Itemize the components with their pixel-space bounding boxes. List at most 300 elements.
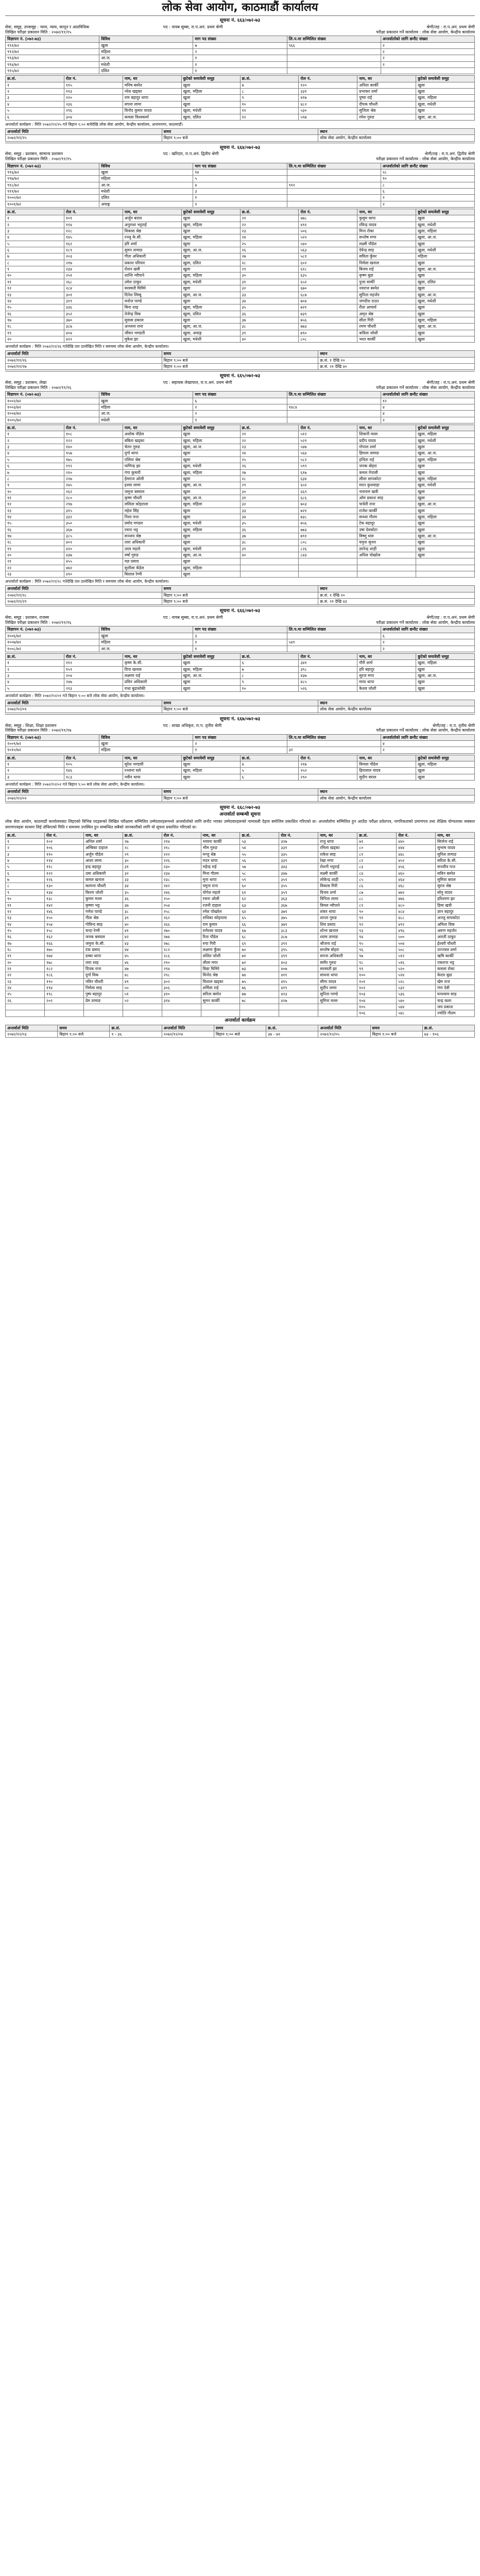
level-info: श्रेणी/तह : रा.प.अनं. प्रथम श्रेणी	[426, 380, 475, 385]
table-cell: खुला	[181, 82, 240, 88]
table-cell	[287, 411, 381, 417]
table-cell: अम्बिका दाहाल	[83, 845, 123, 851]
table-cell: खुला, महिला	[181, 273, 240, 279]
table-cell: १	[193, 646, 287, 652]
table-cell: रीता आचार्य	[357, 304, 416, 311]
table-row	[6, 95, 475, 101]
table-cell: गीता श्रेष्ठ	[83, 915, 123, 921]
table-cell: सरस्वती घिमिरे	[123, 285, 181, 292]
column-header: नाम, थर	[123, 653, 181, 659]
table-cell: १८२	[44, 965, 83, 972]
table-cell: ५९७	[299, 114, 357, 120]
column-header: नाम, थर	[123, 76, 181, 82]
table-cell: जनक बोहरा	[357, 463, 416, 469]
table-cell: १२	[381, 398, 474, 404]
table-cell: बिहान ९:०० बजे	[162, 599, 318, 605]
table-cell: ११८	[44, 864, 83, 870]
table-cell: २	[6, 89, 64, 95]
table-cell: २७४	[162, 934, 201, 940]
table-cell: १०२	[44, 839, 83, 845]
table-cell: शिवानी मल्ल	[357, 431, 416, 437]
table-cell: ३७	[123, 902, 162, 908]
table-cell: ५२	[123, 997, 162, 1004]
table-cell: ६३	[240, 902, 279, 908]
table-cell: १	[193, 68, 287, 74]
table-row	[6, 292, 475, 298]
table-cell: २०३	[64, 253, 123, 260]
table-cell: ७५६	[299, 317, 357, 323]
column-header: छुटेको समावेशी समूह	[416, 755, 475, 761]
interview-note: अन्तर्वार्ता कार्यक्रम : मिति २०७२/११/२५ गते बिहान ९:०० बजेदेखि लोक सेवा आयोग, केन्द्रीय कार्यालय, अनामनगर, काठमाडौं।	[5, 122, 183, 127]
table-row	[6, 978, 475, 985]
table-cell: ७	[240, 666, 299, 672]
table-row	[6, 599, 475, 605]
table-cell: १९८	[44, 991, 83, 997]
table-cell: ६६	[240, 921, 279, 927]
table-cell: ३६३	[279, 896, 318, 902]
table-cell: ८२	[357, 858, 397, 864]
table-cell: १	[193, 61, 287, 67]
table-cell: ९२	[357, 921, 397, 927]
table-row	[6, 514, 475, 520]
table-cell: १९	[6, 330, 64, 336]
table-cell: ३७	[240, 317, 299, 323]
table-cell: सरिता बस्नेत	[201, 991, 240, 997]
candidate-table	[5, 755, 475, 781]
table-cell: १३०	[44, 883, 83, 889]
table-cell: सपना लामा	[123, 101, 181, 107]
table-cell: ८१	[357, 851, 397, 857]
table-cell: ४८४	[397, 908, 436, 914]
table-cell: प्रेम तामाङ	[83, 997, 123, 1004]
table-cell: ७१	[240, 953, 279, 959]
table-cell: ७३८	[299, 514, 357, 520]
table-cell: खुला, आ.ज.	[181, 495, 240, 501]
table-cell: रजनी दाहाल	[201, 902, 240, 908]
table-cell: मदन थापा	[201, 858, 240, 864]
exam-date: लिखित परीक्षा प्रकाशन मिति : २०७२/११/१६	[5, 620, 72, 625]
table-cell: २८०	[64, 495, 123, 501]
table-cell: रामेश्वर यादव	[201, 927, 240, 934]
table-cell: ८४३	[299, 552, 357, 558]
table-cell: २५	[240, 241, 299, 247]
table-cell: ललिता कोइराला	[123, 501, 181, 507]
table-cell: २२	[6, 565, 64, 571]
table-cell: ९९६/७२	[6, 169, 99, 175]
table-cell: खुला, महिला	[416, 95, 475, 101]
table-row	[6, 195, 475, 201]
table-cell: उमा अधिकारी	[83, 870, 123, 876]
table-cell: १००५/७२	[6, 417, 99, 423]
table-cell: ३०	[240, 488, 299, 495]
table-cell: रमेश गुरुङ	[357, 114, 416, 120]
table-cell: गंगा देवी	[435, 985, 474, 991]
table-cell: ३५९	[279, 889, 318, 895]
service-info: सेवा, समूह : शिक्षा, शिक्षा प्रशासन	[5, 723, 57, 728]
table-cell: बिहान ९:०० बजे	[58, 1031, 110, 1037]
table-row	[6, 417, 475, 423]
table-cell: २३४	[64, 266, 123, 273]
table-cell: बिना शाह	[123, 304, 181, 311]
table-cell: २	[6, 437, 64, 444]
table-cell	[6, 1010, 45, 1016]
table-cell: १९०	[44, 978, 83, 985]
table-cell: खुला	[181, 95, 240, 101]
table-cell: ५०६	[299, 228, 357, 234]
table-cell: ३६	[240, 311, 299, 317]
table-cell: ६१	[240, 889, 279, 895]
table-cell: प्रदीप यादव	[357, 437, 416, 444]
table-cell: ५४७	[299, 444, 357, 450]
table-row	[6, 639, 475, 646]
table-row	[6, 921, 475, 927]
table-row	[6, 646, 475, 652]
table-cell: खुला	[181, 685, 240, 691]
table-cell: ज्योति गौतम	[435, 1010, 474, 1016]
table-cell: ९०	[357, 908, 397, 914]
table-cell: ९९१/७२	[6, 42, 99, 48]
column-header: नाम, थर	[357, 209, 416, 215]
table-cell: ३३६	[64, 304, 123, 311]
table-row	[6, 404, 475, 411]
table-cell: २६२	[64, 488, 123, 495]
table-cell: ५४१	[287, 639, 381, 646]
column-header: अन्तर्वार्ताको लागि छनौट संख्या	[381, 626, 474, 633]
table-cell	[123, 1010, 162, 1016]
table-cell: खुला, आ.ज.	[416, 533, 475, 539]
column-header: क्र.सं.	[422, 1025, 474, 1031]
table-cell: रोशनी भट्टराई	[318, 864, 357, 870]
table-cell: नारायण खत्री	[357, 488, 416, 495]
table-cell: विमल न्यौपाने	[318, 902, 357, 908]
table-cell	[299, 571, 357, 578]
table-cell: खुला, महिला	[181, 222, 240, 228]
table-cell: १२२	[64, 437, 123, 444]
table-cell: दलित	[99, 68, 193, 74]
table-row	[6, 266, 475, 273]
table-cell: खुला, महिला	[181, 768, 240, 774]
table-row	[6, 49, 475, 55]
table-cell: तारा अधिकारी	[123, 539, 181, 546]
notice-number: सूचना नं. ६६६/०७२-७३	[219, 608, 261, 614]
table-cell: ३५०	[64, 520, 123, 527]
table-cell: ५२२	[299, 234, 357, 241]
table-cell: श्याम तामाङ	[318, 934, 357, 940]
table-row	[6, 679, 475, 685]
table-cell	[287, 633, 381, 639]
table-cell: ९६	[357, 946, 397, 953]
table-cell: खुला	[99, 633, 193, 639]
table-cell: १००४/७२	[6, 411, 99, 417]
schedule-title: अन्तर्वार्ता कार्यक्रम	[225, 1018, 255, 1023]
table-cell: २६	[240, 247, 299, 253]
table-cell: ७७	[240, 991, 279, 997]
table-cell: खुला	[181, 285, 240, 292]
column-header: क्र.सं.	[110, 1025, 162, 1031]
table-cell: १४६	[44, 908, 83, 914]
column-header: क्र.सं.	[266, 1025, 318, 1031]
table-cell: ४८८	[397, 915, 436, 921]
table-cell: १४	[6, 921, 45, 927]
post-info: पद : नायब सुब्बा, रा.प.अनं. प्रथम श्रेणी	[163, 25, 223, 30]
table-cell	[416, 558, 475, 565]
table-cell: १६	[6, 311, 64, 317]
table-row	[6, 946, 475, 953]
table-cell: मधेशी	[99, 417, 193, 423]
table-cell: सुजिता श्रेष्ठ	[357, 108, 416, 114]
table-cell: १३	[6, 915, 45, 921]
table-cell: घनश्याम साह	[435, 991, 474, 997]
table-row	[6, 915, 475, 921]
column-header: अन्तर्वार्ता मिति	[6, 700, 162, 706]
table-cell: ३८५	[64, 533, 123, 539]
column-header: नाम, थर	[435, 832, 474, 838]
column-header: क्र.सं.	[6, 425, 64, 431]
table-cell: २१	[6, 965, 45, 972]
table-cell	[123, 1004, 162, 1010]
table-cell: २१	[6, 558, 64, 565]
table-row	[6, 304, 475, 311]
table-cell: ५४०	[299, 241, 357, 247]
table-cell: खुला	[416, 768, 475, 774]
table-row	[6, 260, 475, 266]
table-cell: १०६	[44, 845, 83, 851]
table-cell: २९	[123, 851, 162, 857]
table-cell: यज्ञ प्रसाद	[123, 558, 181, 565]
table-cell: गोविन्द साह	[83, 921, 123, 927]
table-row	[6, 908, 475, 914]
table-cell: ३९५	[279, 946, 318, 953]
table-cell: ४४८	[397, 851, 436, 857]
table-cell: १०६	[357, 1010, 397, 1016]
table-cell: क्र.सं. २१ देखि ४३	[318, 599, 475, 605]
table-cell: खुला	[181, 558, 240, 565]
notice-number: सूचना नं. ६६७/०७२-७३	[219, 716, 261, 722]
post-info: पद : नायब सुब्बा, रा.प.अनं. प्रथम श्रेणी	[163, 615, 223, 620]
table-row	[6, 228, 475, 234]
table-cell: हरिशरण झा	[435, 896, 474, 902]
column-header: समय	[162, 789, 318, 795]
table-cell: १९४	[44, 985, 83, 991]
table-cell: ९९४/७२	[6, 61, 99, 67]
table-cell: विनोद कुमार यादव	[123, 108, 181, 114]
table-cell: ३४३	[279, 864, 318, 870]
table-cell: ६	[6, 247, 64, 253]
table-cell: रमेश पोखरेल	[201, 908, 240, 914]
table-cell: बिशाल रेग्मी	[123, 571, 181, 578]
table-cell: माया थापा	[357, 679, 416, 685]
table-cell: २७	[123, 839, 162, 845]
table-cell: नवराज बस्नेत	[357, 285, 416, 292]
table-row	[6, 539, 475, 546]
table-cell: ५३०	[299, 108, 357, 114]
table-row	[6, 902, 475, 908]
table-cell: खुला	[181, 298, 240, 304]
table-row	[6, 565, 475, 571]
notice-section-5	[5, 714, 475, 802]
table-cell: केदार बुढा	[435, 972, 474, 978]
column-header: नाम, थर	[123, 755, 181, 761]
column-header: लि.प.मा सम्मिलित संख्या	[287, 392, 381, 398]
table-cell: ४	[6, 858, 45, 864]
table-cell: १२६	[44, 877, 83, 883]
table-cell: १८	[6, 946, 45, 953]
column-header: रोल नं.	[64, 425, 123, 431]
table-cell: ७५	[240, 978, 279, 985]
table-cell: २१७	[299, 761, 357, 768]
table-row	[6, 633, 475, 639]
table-cell: खुला	[416, 304, 475, 311]
table-cell: सञ्जय श्रेष्ठ	[123, 533, 181, 539]
table-cell: खुला, महिला	[181, 469, 240, 476]
table-cell: १२८	[64, 228, 123, 234]
column-header: लि.प.मा सम्मिलित संख्या	[287, 626, 381, 633]
table-cell: खुला, मधेशी	[416, 101, 475, 107]
column-header: छुटेको समावेशी समूह	[416, 76, 475, 82]
table-row	[6, 476, 475, 482]
table-cell: १५९	[64, 666, 123, 672]
table-cell: ८८	[357, 896, 397, 902]
table-cell: खुला	[416, 469, 475, 476]
table-cell: दिनेश लिम्बू	[123, 292, 181, 298]
table-cell: सन्तोष मगर	[357, 234, 416, 241]
table-cell: ३	[6, 774, 64, 780]
table-cell	[240, 565, 299, 571]
table-cell: २८	[240, 260, 299, 266]
notice-paragraph: लोक सेवा आयोग, काठमाडौं कार्यालयबाट लिइएको विभिन्न पदहरूको लिखित परीक्षामा सम्मिलित उम्मेदवारहरूमध्ये अन्तर्वार्ताको लागि छनौट भएका उम्मेदवारहरूको नामावली देहाय बमोजिम प्रकाशित गरिएको छ। अन्तर्वार्तामा सम्मिलित हुन आउँदा परीक्षा प्रवेशपत्र, नागरिकताको प्रमाणपत्र तथा शैक्षिक योग्यताका सक्कल प्रमाणपत्रहरू साथमा लिई तोकिएको मिति र समयमा उपस्थित हुन सम्बन्धित सबैको जानकारीको लागि यो सूचना प्रकाशित गरिएको छ।	[5, 819, 475, 829]
table-cell: ७	[240, 82, 299, 88]
table-row	[6, 398, 475, 404]
table-cell: ८४	[357, 870, 397, 876]
table-cell: नरेश खड्का	[123, 89, 181, 95]
table-header-row	[6, 36, 475, 42]
table-cell: ३	[6, 228, 64, 234]
table-cell: ३४	[240, 298, 299, 304]
table-cell: ३५	[123, 889, 162, 895]
table-cell: १००७/७२	[6, 639, 99, 646]
table-cell: सञ्जीव पन्त	[435, 864, 474, 870]
table-cell: लक्ष्मी पौडेल	[357, 241, 416, 247]
table-cell: खुला	[181, 533, 240, 539]
table-cell: खुला, आ.ज.	[416, 324, 475, 330]
table-cell: सोनु यादव	[435, 889, 474, 895]
table-cell: ३	[6, 95, 64, 101]
table-cell: लीला मगर	[201, 959, 240, 965]
table-cell: ४६४	[397, 877, 436, 883]
candidate-table	[5, 75, 475, 120]
table-cell: इन्दिरा राई	[357, 456, 416, 463]
table-cell: खुला, मधेशी	[181, 336, 240, 342]
column-header: क्र.सं.	[123, 832, 162, 838]
allocation-table	[5, 734, 475, 754]
table-cell: अमृत श्रेष्ठ	[357, 311, 416, 317]
table-cell: ४११	[279, 972, 318, 978]
table-cell: १४५	[64, 234, 123, 241]
table-cell: लक्ष्मी कार्की	[318, 870, 357, 876]
table-cell: ७३९	[299, 311, 357, 317]
table-cell: ७३	[240, 965, 279, 972]
table-cell: १५८	[44, 927, 83, 934]
table-cell: राकेश साह	[318, 851, 357, 857]
table-cell: ६	[6, 870, 45, 876]
table-cell: १०	[6, 488, 64, 495]
table-cell: ४	[240, 761, 299, 768]
table-cell: ४३७	[299, 672, 357, 679]
table-cell: १	[6, 431, 64, 437]
table-cell: २	[381, 639, 474, 646]
table-cell: खुला	[416, 108, 475, 114]
column-header: समय	[162, 351, 318, 357]
table-cell	[279, 1010, 318, 1016]
table-row	[6, 747, 475, 753]
table-cell: २४	[240, 450, 299, 456]
table-cell: ४	[6, 234, 64, 241]
table-cell: खुला	[416, 241, 475, 247]
table-cell: खुला, महिला	[416, 476, 475, 482]
table-cell: पुजा सार्की	[357, 279, 416, 285]
table-row	[6, 450, 475, 456]
notice-number: सूचना नं. ६६५/०७२-७३	[219, 374, 261, 379]
column-header: नाम, थर	[318, 832, 357, 838]
table-cell: ७०३	[299, 501, 357, 507]
table-cell: १५४	[44, 921, 83, 927]
column-header: लि.प.मा सम्मिलित संख्या	[287, 734, 381, 740]
table-cell: २	[6, 768, 64, 774]
table-cell: ४	[381, 411, 474, 417]
table-cell: ३३	[240, 292, 299, 298]
table-cell: जमुना बस्याल	[123, 488, 181, 495]
table-cell: २०७२/११/२९	[6, 599, 162, 605]
column-header: नाम, थर	[357, 76, 416, 82]
table-cell: कुसुम थापा	[357, 215, 416, 222]
table-cell: १८	[6, 324, 64, 330]
table-cell: ४०	[240, 336, 299, 342]
table-cell: कल्पना चौधरी	[83, 883, 123, 889]
table-cell: गणेश पाण्डे	[83, 908, 123, 914]
column-header: नाम, थर	[123, 209, 181, 215]
table-row	[6, 135, 475, 141]
table-header-row	[6, 789, 475, 795]
table-cell: भीम गुरुङ	[201, 845, 240, 851]
table-cell: २४७	[64, 679, 123, 685]
table-cell: क्र.सं. १ देखि २०	[318, 592, 475, 598]
table-cell	[201, 1004, 240, 1010]
column-header: समय	[162, 700, 318, 706]
table-cell: दुर्गा विक	[83, 972, 123, 978]
table-cell: ३५	[240, 304, 299, 311]
table-cell: १००२/७२	[6, 398, 99, 404]
table-cell: ८	[6, 260, 64, 266]
table-header-row	[6, 1025, 475, 1031]
table-cell: मनोज पाण्डे	[123, 298, 181, 304]
table-cell: नवीन थापा	[123, 774, 181, 780]
table-cell: आ.ज.	[99, 182, 193, 188]
table-cell: २२७	[64, 476, 123, 482]
table-cell: भावना कार्की	[201, 839, 240, 845]
column-header: माग पद संख्या	[193, 734, 287, 740]
table-cell: खुला	[416, 507, 475, 514]
table-cell: ४५	[123, 953, 162, 959]
column-header: माग पद संख्या	[193, 36, 287, 42]
table-cell: ३१	[240, 279, 299, 285]
table-cell: १०००/७२	[6, 195, 99, 201]
level-info: श्रेणी/तह : रा.प.अनं. प्रथम श्रेणी	[426, 615, 475, 620]
table-header-row	[6, 392, 475, 398]
table-cell: १३	[6, 507, 64, 514]
table-cell: ८	[240, 672, 299, 679]
column-header: छुटेको समावेशी समूह	[181, 209, 240, 215]
table-cell: ३८	[240, 539, 299, 546]
